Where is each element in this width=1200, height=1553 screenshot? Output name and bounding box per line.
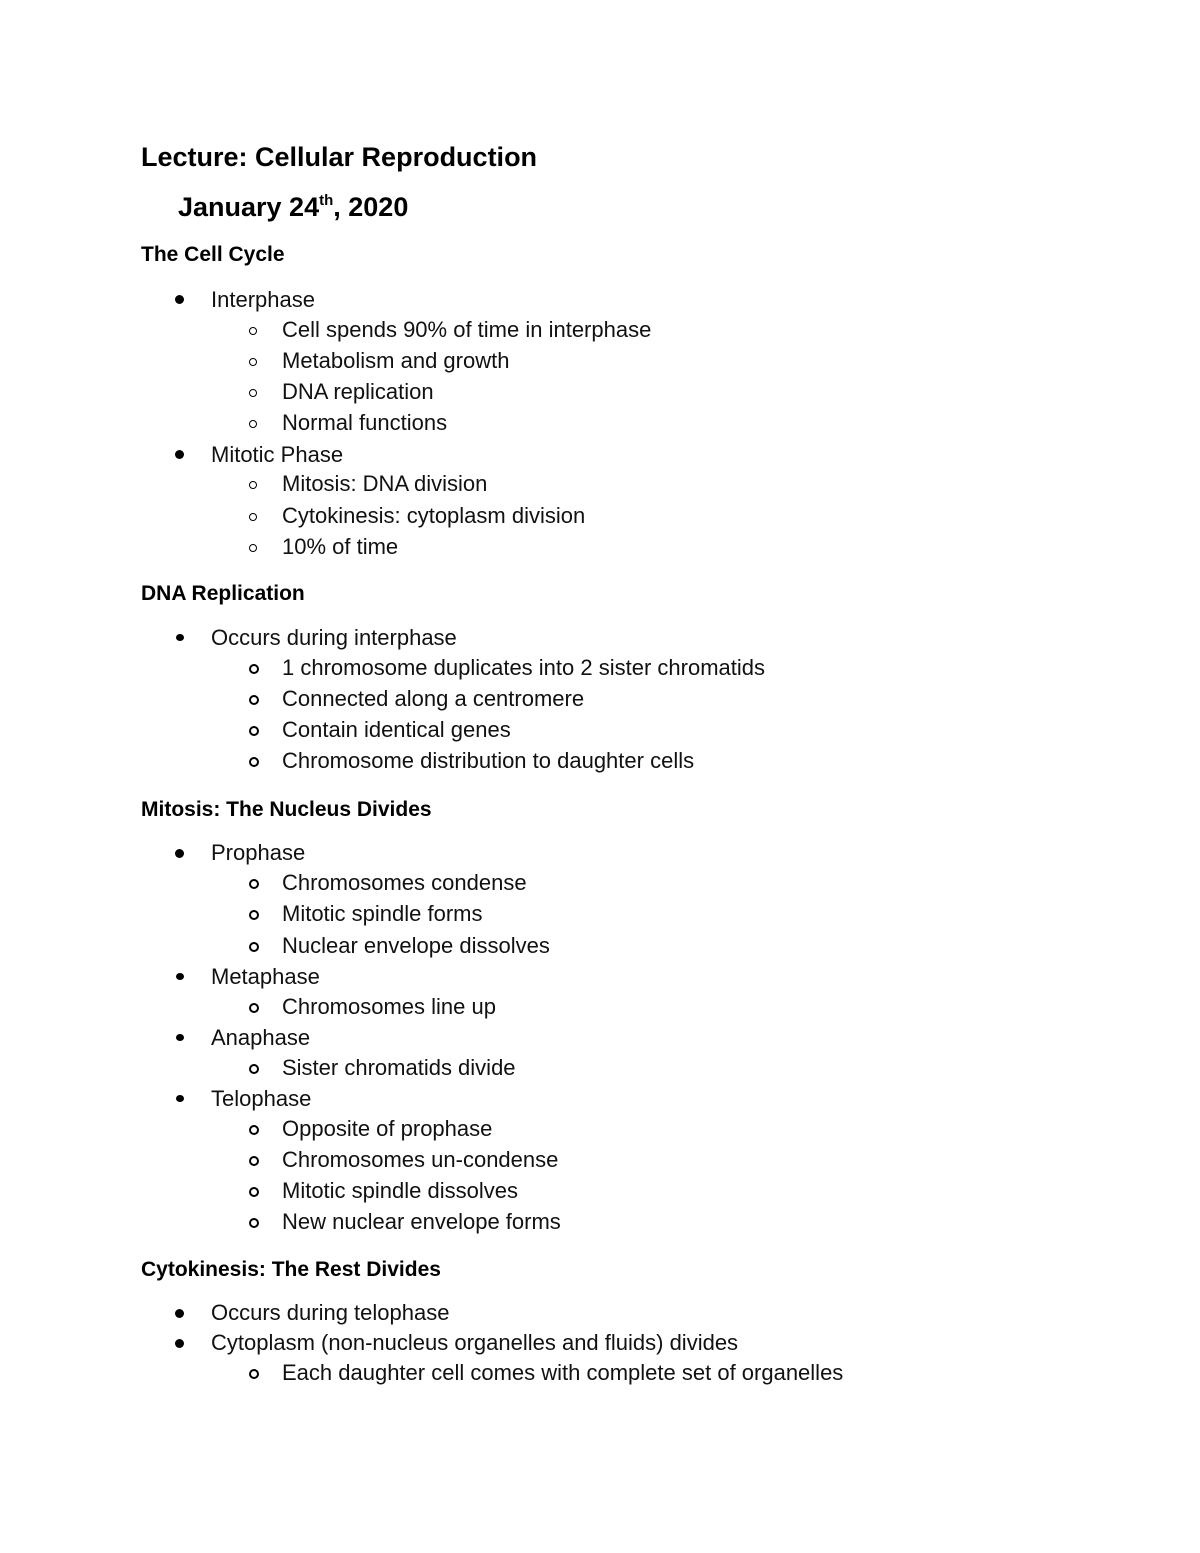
date-year: , 2020 — [333, 192, 409, 222]
list-item: Occurs during interphase — [211, 625, 457, 650]
bullet-circle-icon — [249, 1064, 259, 1074]
bullet-circle-icon — [249, 358, 257, 366]
bullet-disc-icon — [175, 295, 184, 304]
sub-list-item: Chromosomes un-condense — [282, 1147, 559, 1172]
section-heading: DNA Replication — [141, 582, 305, 605]
sub-list-item: DNA replication — [282, 379, 434, 404]
bullet-disc-icon — [176, 973, 184, 980]
sub-list-item: 1 chromosome duplicates into 2 sister chromatids — [282, 655, 765, 680]
bullet-disc-icon — [175, 450, 184, 459]
list-item: Anaphase — [211, 1025, 311, 1050]
bullet-circle-icon — [249, 1156, 259, 1166]
sub-list-item: Chromosome distribution to daughter cells — [282, 748, 695, 773]
sub-list-item: Metabolism and growth — [282, 348, 510, 373]
bullet-disc-icon — [176, 1095, 184, 1102]
bullet-circle-icon — [249, 1218, 259, 1228]
sub-list-item: Mitosis: DNA division — [282, 471, 488, 496]
sub-list-item: Nuclear envelope dissolves — [282, 933, 550, 958]
bullet-circle-icon — [249, 544, 257, 552]
sub-list-item: Contain identical genes — [282, 717, 511, 742]
sub-list-item: Each daughter cell comes with complete set of organelles — [282, 1360, 844, 1385]
list-item: Metaphase — [211, 964, 320, 989]
bullet-circle-icon — [249, 1125, 259, 1135]
sub-list-item: Connected along a centromere — [282, 686, 585, 711]
bullet-circle-icon — [249, 910, 259, 920]
date-ordinal-suffix: th — [319, 192, 334, 209]
sub-list-item: Chromosomes condense — [282, 870, 527, 895]
list-item: Mitotic Phase — [211, 442, 344, 467]
bullet-circle-icon — [249, 420, 257, 428]
sub-list-item: Cytokinesis: cytoplasm division — [282, 503, 586, 528]
list-item: Prophase — [211, 840, 306, 865]
bullet-circle-icon — [249, 1003, 259, 1013]
list-item: Cytoplasm (non-nucleus organelles and fluids) divides — [211, 1330, 739, 1355]
bullet-circle-icon — [249, 695, 259, 705]
list-item: Telophase — [211, 1086, 312, 1111]
sub-list-item: Cell spends 90% of time in interphase — [282, 317, 652, 342]
bullet-circle-icon — [249, 481, 257, 489]
bullet-circle-icon — [249, 726, 259, 736]
sub-list-item: Mitotic spindle dissolves — [282, 1178, 518, 1203]
bullet-circle-icon — [249, 513, 257, 521]
sub-list-item: 10% of time — [282, 534, 399, 559]
bullet-circle-icon — [249, 757, 259, 767]
bullet-circle-icon — [249, 1187, 259, 1197]
bullet-circle-icon — [249, 1369, 259, 1379]
bullet-circle-icon — [249, 389, 257, 397]
document-title: Lecture: Cellular Reproduction — [141, 142, 538, 172]
list-item: Interphase — [211, 287, 315, 312]
bullet-disc-icon — [175, 1309, 184, 1318]
bullet-disc-icon — [175, 1339, 184, 1348]
bullet-circle-icon — [249, 327, 257, 335]
sub-list-item: Normal functions — [282, 410, 448, 435]
sub-list-item: Opposite of prophase — [282, 1116, 493, 1141]
bullet-disc-icon — [176, 1034, 184, 1041]
bullet-circle-icon — [249, 942, 259, 952]
sub-list-item: New nuclear envelope forms — [282, 1209, 561, 1234]
bullet-disc-icon — [176, 634, 184, 641]
list-item: Occurs during telophase — [211, 1300, 450, 1325]
sub-list-item: Mitotic spindle forms — [282, 901, 483, 926]
document-date — [178, 190, 408, 224]
bullet-circle-icon — [249, 664, 259, 674]
section-heading: The Cell Cycle — [141, 243, 285, 266]
sub-list-item: Sister chromatids divide — [282, 1055, 516, 1080]
bullet-circle-icon — [249, 879, 259, 889]
sub-list-item: Chromosomes line up — [282, 994, 496, 1019]
date-main: January 24 — [178, 192, 320, 222]
bullet-disc-icon — [175, 849, 184, 858]
section-heading: Mitosis: The Nucleus Divides — [141, 798, 432, 821]
section-heading: Cytokinesis: The Rest Divides — [141, 1258, 441, 1281]
